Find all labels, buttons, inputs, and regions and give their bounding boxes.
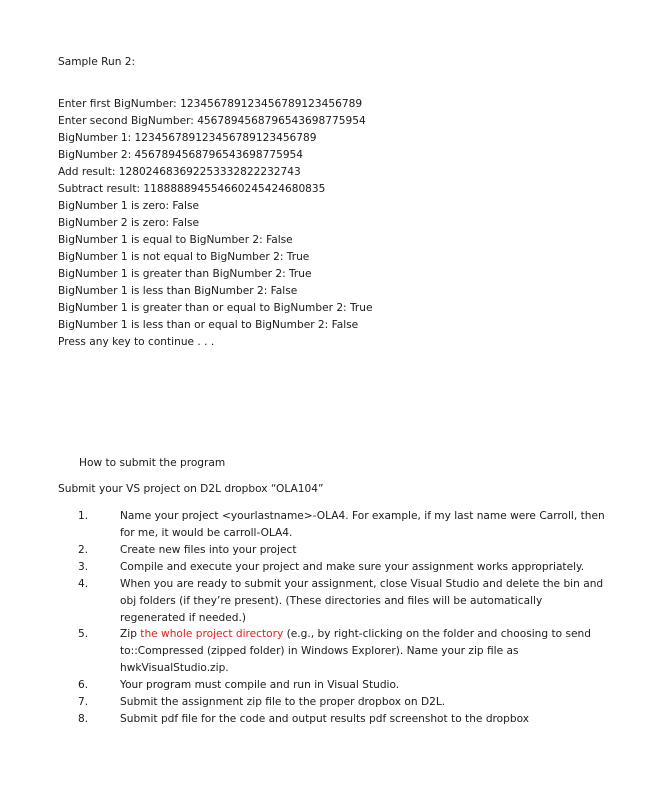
output-line: BigNumber 1 is not equal to BigNumber 2: True bbox=[58, 251, 310, 263]
step-number: 1. bbox=[78, 510, 89, 522]
output-line: BigNumber 1 is less than or equal to BigNumber 2: False bbox=[58, 319, 359, 331]
output-line: BigNumber 1 is equal to BigNumber 2: False bbox=[58, 234, 293, 246]
output-line: Enter second BigNumber: 4567894568796543698775954 bbox=[58, 115, 366, 127]
step-text: Compile and execute your project and make sure your assignment works appropriately. bbox=[120, 561, 585, 573]
step-text: Create new files into your project bbox=[120, 544, 297, 556]
submission-heading: How to submit the program bbox=[79, 457, 226, 469]
step-text: When you are ready to submit your assignment, close Visual Studio and delete the bin and obj folders (if they’re present). (These directories and files will be automatically regenerated if needed.) bbox=[120, 578, 604, 625]
step-text bbox=[120, 626, 608, 678]
output-line: BigNumber 1 is greater than BigNumber 2: True bbox=[58, 268, 312, 280]
output-line: Add result: 128024683692253332822232743 bbox=[58, 166, 301, 178]
step-number: 7. bbox=[78, 696, 89, 708]
output-line: BigNumber 1: 123456789123456789123456789 bbox=[58, 132, 317, 144]
step-text: Name your project <yourlastname>-OLA4. For example, if my last name were Carroll, then for me, it would be carroll-OLA4. bbox=[120, 510, 605, 540]
output-line: Enter first BigNumber: 123456789123456789123456789 bbox=[58, 98, 363, 110]
output-line: BigNumber 2 is zero: False bbox=[58, 217, 200, 229]
step-text: Submit the assignment zip file to the proper dropbox on D2L. bbox=[120, 696, 446, 708]
step-text: Submit pdf file for the code and output results pdf screenshot to the dropbox bbox=[120, 713, 530, 725]
step-text-part: Zip bbox=[120, 628, 141, 640]
step-number: 4. bbox=[78, 578, 89, 590]
submission-intro: Submit your VS project on D2L dropbox “OLA104” bbox=[58, 483, 324, 495]
output-line: BigNumber 1 is zero: False bbox=[58, 200, 200, 212]
sample-run-title: Sample Run 2: bbox=[58, 56, 136, 68]
output-line: BigNumber 1 is less than BigNumber 2: False bbox=[58, 285, 298, 297]
output-line: BigNumber 1 is greater than or equal to BigNumber 2: True bbox=[58, 302, 373, 314]
step-number: 6. bbox=[78, 679, 89, 691]
highlighted-text: the whole project directory bbox=[140, 628, 284, 640]
output-line: Subtract result: 118888894554660245424680835 bbox=[58, 183, 326, 195]
output-line: BigNumber 2: 4567894568796543698775954 bbox=[58, 149, 304, 161]
step-number: 5. bbox=[78, 628, 89, 640]
step-number: 2. bbox=[78, 544, 89, 556]
step-text-part: (e.g., by right-clicking on the folder and choosing to send to::Compressed (zipped folder) in Windows Explorer). Name your zip file as hwkVisualStudio.zip. bbox=[120, 628, 591, 675]
step-text: Your program must compile and run in Visual Studio. bbox=[120, 679, 400, 691]
output-line: Press any key to continue . . . bbox=[58, 336, 215, 348]
step-number: 8. bbox=[78, 713, 89, 725]
step-number: 3. bbox=[78, 561, 89, 573]
